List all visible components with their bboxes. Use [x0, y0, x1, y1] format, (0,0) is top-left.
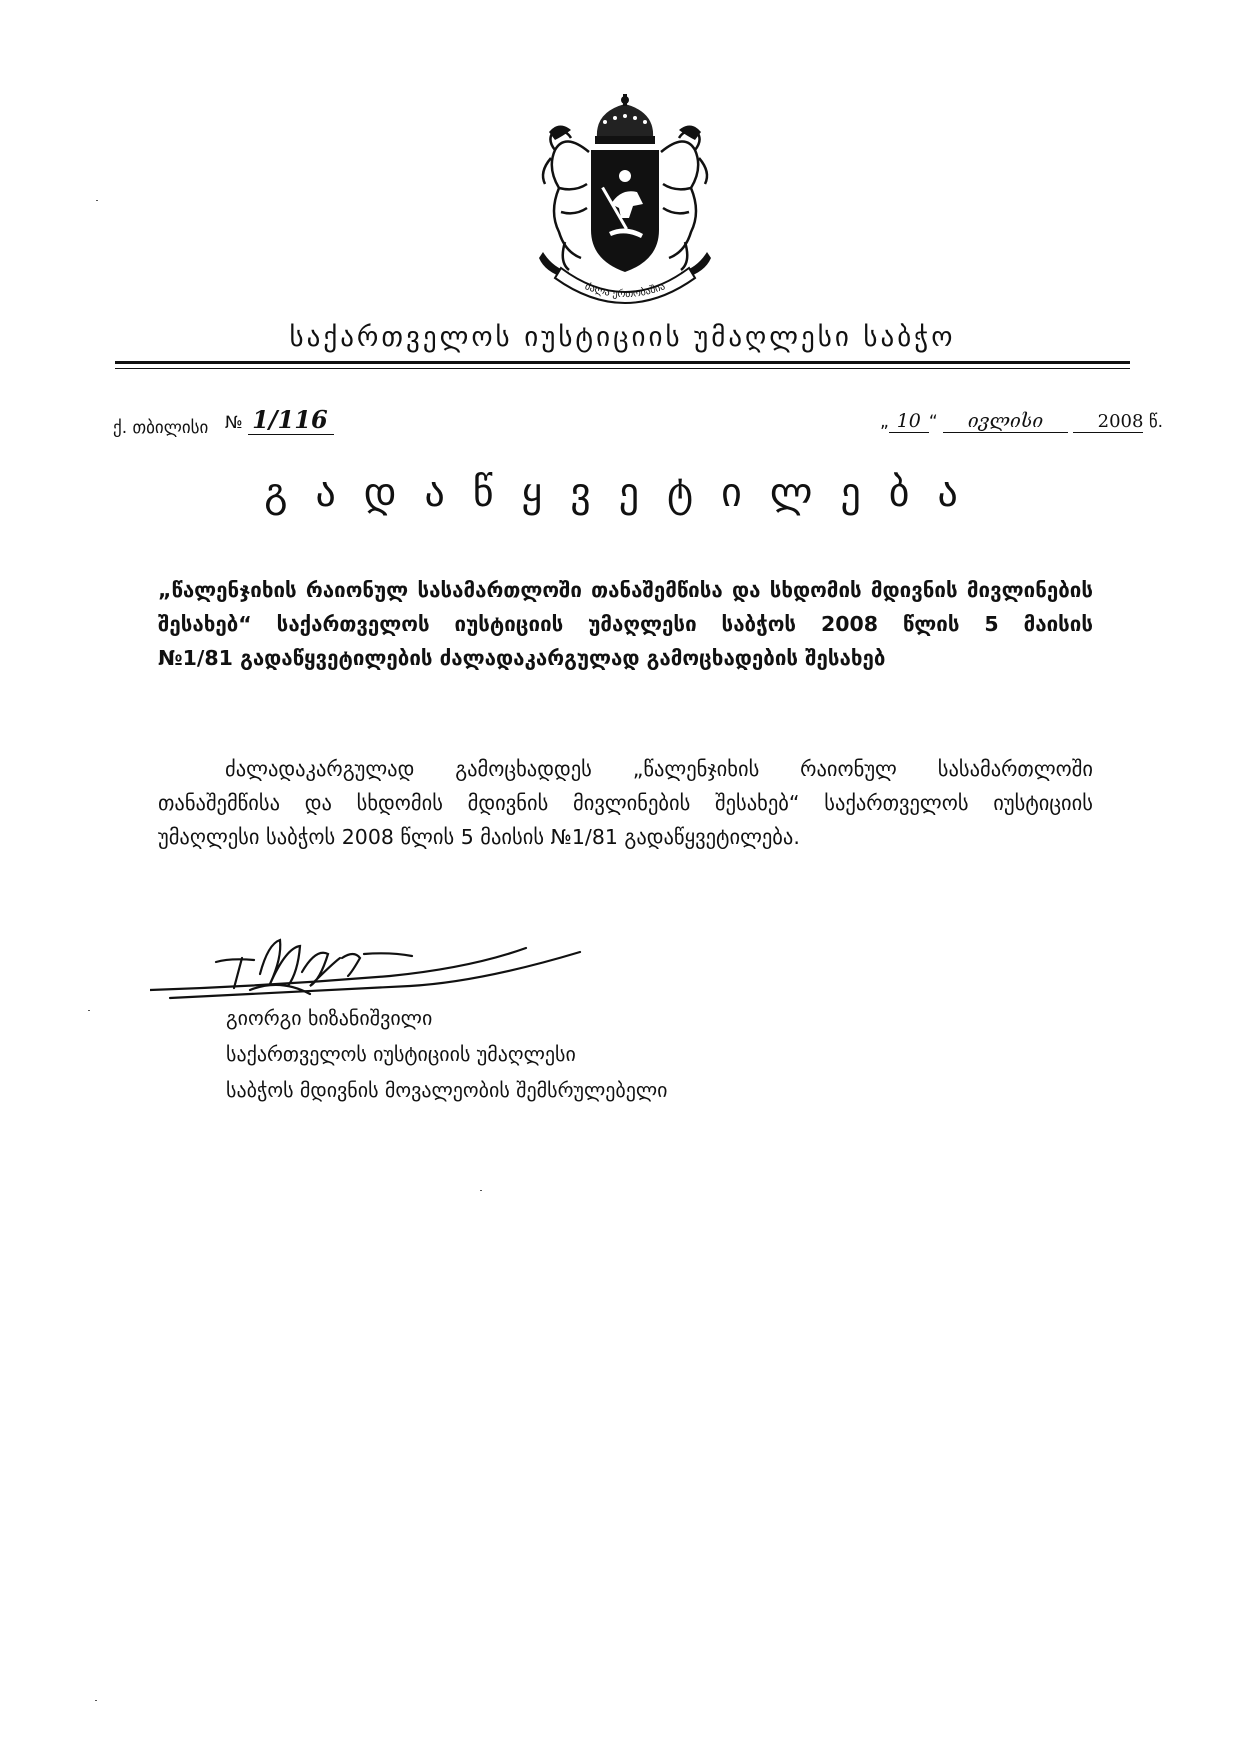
emblem-motto: ძალა ერთობაშია [583, 281, 667, 301]
date-year: 2008 [1073, 411, 1143, 433]
scan-speck [88, 1010, 90, 1011]
number-value: 1/116 [248, 405, 334, 435]
subject-line: შესახებ“ საქართველოს იუსტიციის უმაღლესი საბჭოს 2008 წლის 5 მაისის [158, 612, 1093, 636]
date-month: ივლისი [943, 410, 1068, 433]
scan-speck [480, 1190, 482, 1191]
subject-line: „წალენჯიხის რაიონულ სასამართლოში თანაშემწისა და სხდომის მდივნის მივლინების [158, 578, 1093, 602]
document-date: „ 10 “ ივლისი 2008 წ. [880, 410, 1164, 432]
place-of-issue [113, 418, 214, 438]
decision-body [158, 752, 1093, 854]
handwritten-signature [150, 928, 590, 1008]
place-label: ქ. თბილისი [113, 418, 209, 438]
header-rule-thick [115, 361, 1130, 364]
subject-line: №1/81 გადაწყვეტილების ძალადაკარგულად გამოცხადების შესახებ [158, 646, 886, 670]
scan-speck [95, 1700, 97, 1701]
decision-subject [158, 573, 1093, 675]
scan-speck [96, 200, 98, 201]
number-label: № [225, 413, 243, 433]
signatory-name: გიორგი ხიზანიშვილი [226, 1006, 433, 1030]
coat-of-arms-icon [525, 92, 725, 312]
signatory-position: საქართველოს იუსტიციის უმაღლესი [226, 1042, 576, 1066]
body-line: უმაღლესი საბჭოს 2008 წლის 5 მაისის №1/81 გადაწყვეტილება. [158, 825, 800, 849]
council-name: საქართველოს იუსტიციის უმაღლესი საბჭო [289, 322, 956, 353]
document-title: გადაწყვეტილება [264, 470, 986, 516]
document-number [225, 405, 334, 435]
header-rule-thin [115, 368, 1130, 369]
date-day: 10 [889, 410, 929, 433]
body-line: ძალადაკარგულად გამოცხადდეს „წალენჯიხის რაიონულ სასამართლოში [225, 757, 1093, 781]
signatory-block [226, 1000, 668, 1108]
date-suffix: წ. [1148, 412, 1164, 432]
signatory-position: საბჭოს მდივნის მოვალეობის შემსრულებელი [226, 1078, 668, 1102]
body-line: თანაშემწისა და სხდომის მდივნის მივლინების შესახებ“ საქართველოს იუსტიციის [158, 791, 1093, 815]
